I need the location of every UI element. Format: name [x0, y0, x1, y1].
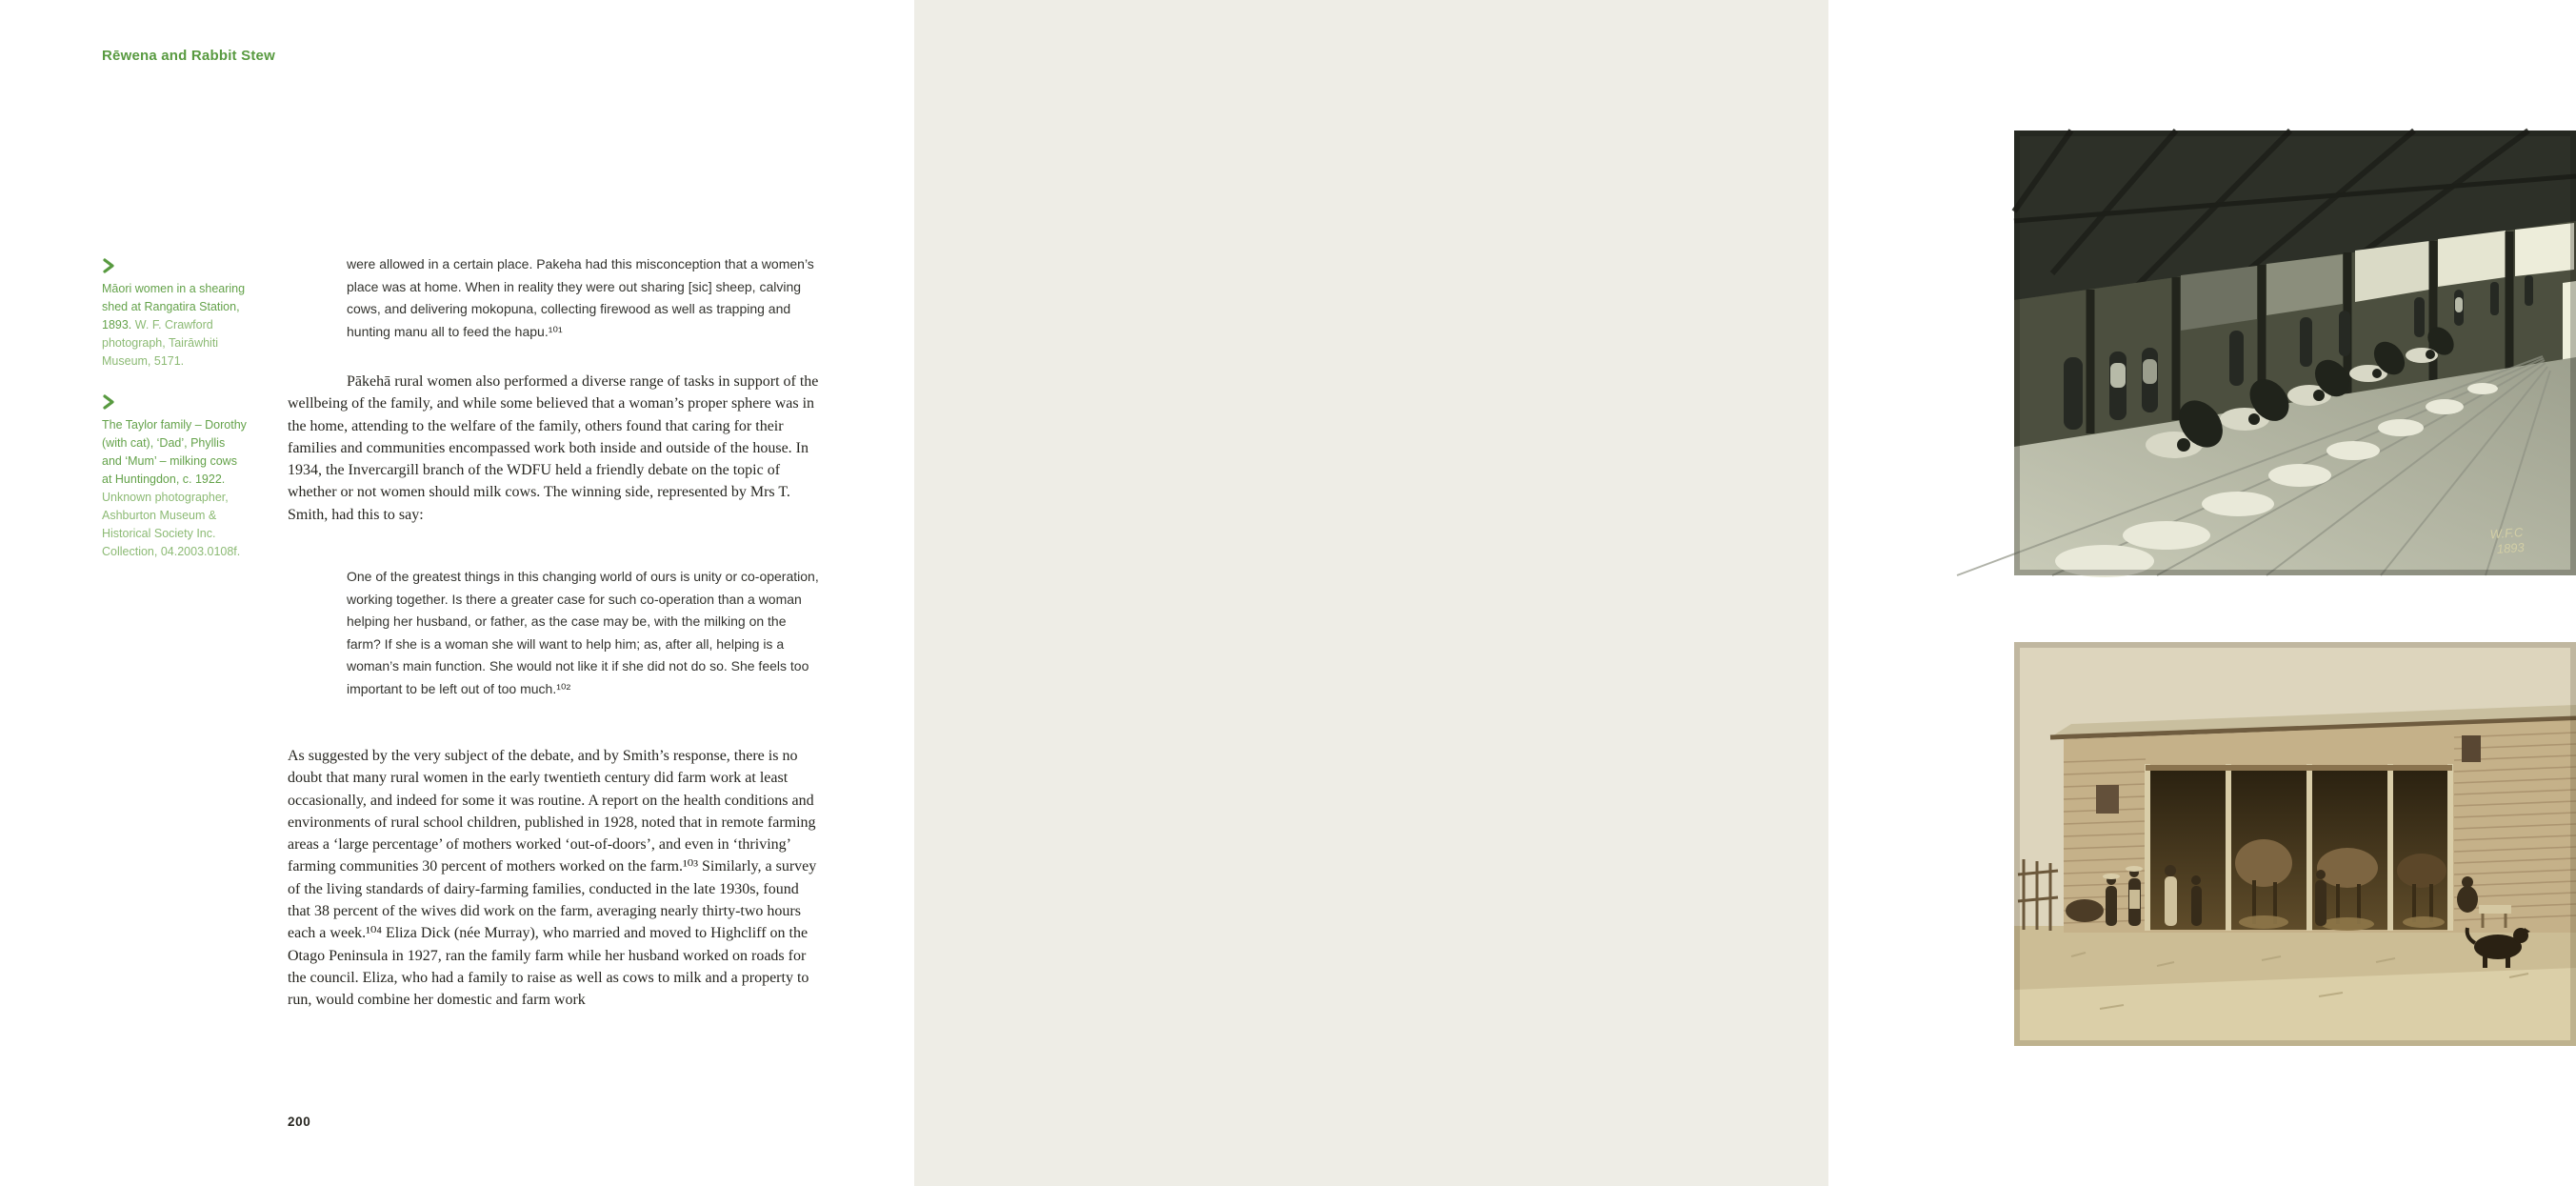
- margin-caption-shearing-shed: [102, 259, 247, 371]
- photo-shearing-shed: [2014, 131, 2576, 575]
- loft-window: [2462, 735, 2481, 762]
- caption-title: The Taylor family – Dorothy (with cat), ‘Dad’, Phyllis and ‘Mum’ – milking cows at Huntingdon, c. 1922.: [102, 418, 247, 486]
- margin-caption-taylor-family: [102, 395, 247, 561]
- milking-shed-illustration: [2014, 642, 2576, 1046]
- inscription-year: 1893: [2496, 539, 2526, 556]
- chevron-right-icon: [102, 259, 247, 272]
- shearing-shed-illustration: [2014, 131, 2576, 575]
- left-page: [0, 0, 914, 1186]
- block-quote-hapu: were allowed in a certain place. Pakeha had this misconception that a women’s place was at home. When in reality they were out sharing [sic] sheep, calving cows, and delivering mokopuna, collecting firewood as well as trapping and hunting manu all to feed the hapu.¹⁰¹: [347, 256, 814, 339]
- inscription-initials: W.F.C: [2489, 524, 2524, 542]
- caption-credit: Unknown photographer, Ashburton Museum & Historical Society Inc. Collection, 04.2003.0108f.: [102, 491, 241, 558]
- page-number: 200: [288, 1115, 311, 1129]
- running-head: Rēwena and Rabbit Stew: [102, 48, 275, 64]
- side-window: [2096, 785, 2119, 814]
- block-quote-mrs-smith: One of the greatest things in this changing world of ours is unity or co-operation, working together. Is there a greater case for such co-operation than a woman helping her husband, or father, as the case may be, with the milking on the farm? If she is a woman she will want to help him; as, after all, helping is a woman’s main function. She would not like it if she did not do so. She feels too important to be left out of too much.¹⁰²: [347, 569, 819, 696]
- chevron-right-icon: [102, 395, 247, 409]
- right-page: [914, 0, 2526, 1186]
- caption-credit: W. F. Crawford photograph, Tairāwhiti Museum, 5171.: [102, 318, 219, 368]
- body-paragraph-farm-work: As suggested by the very subject of the debate, and by Smith’s response, there is no doubt that many rural women in the early twentieth century did farm work at least occasionally, and indeed for some it was routine. A report on the health conditions and environments of rural school children, published in 1928, noted that in remote farming areas a ‘large percentage’ of mothers worked ‘out-of-doors’, and even in ‘thriving’ farming communities 30 percent of mothers worked on the farm.¹⁰³ Similarly, a survey of the living standards of dairy-farming families, conducted in the late 1930s, found that 38 percent of the wives did work on the farm, averaging nearly thirty-two hours each a week.¹⁰⁴ Eliza Dick (née Murray), who married and moved to Highcliff on the Otago Peninsula in 1927, ran the family farm while her husband worked on roads for the council. Eliza, who had a family to raise as well as cows to milk and a property to run, would combine her domestic and farm work: [288, 748, 817, 1009]
- caption-title: Māori women in a shearing shed at Rangatira Station, 1893.: [102, 282, 246, 332]
- photo-milking-bails: [2014, 642, 2576, 1046]
- body-paragraph-pakeha-women: Pākehā rural women also performed a diverse range of tasks in support of the wellbeing of the family, and while some believed that a woman’s proper sphere was in the home, attending to the welfare of the family, others found that caring for their families and communities encompassed work both inside and outside of the house. In 1934, the Invercargill branch of the WDFU held a friendly debate on the topic of whether or not women should milk cows. The winning side, represented by Mrs T. Smith, had this to say:: [288, 373, 819, 523]
